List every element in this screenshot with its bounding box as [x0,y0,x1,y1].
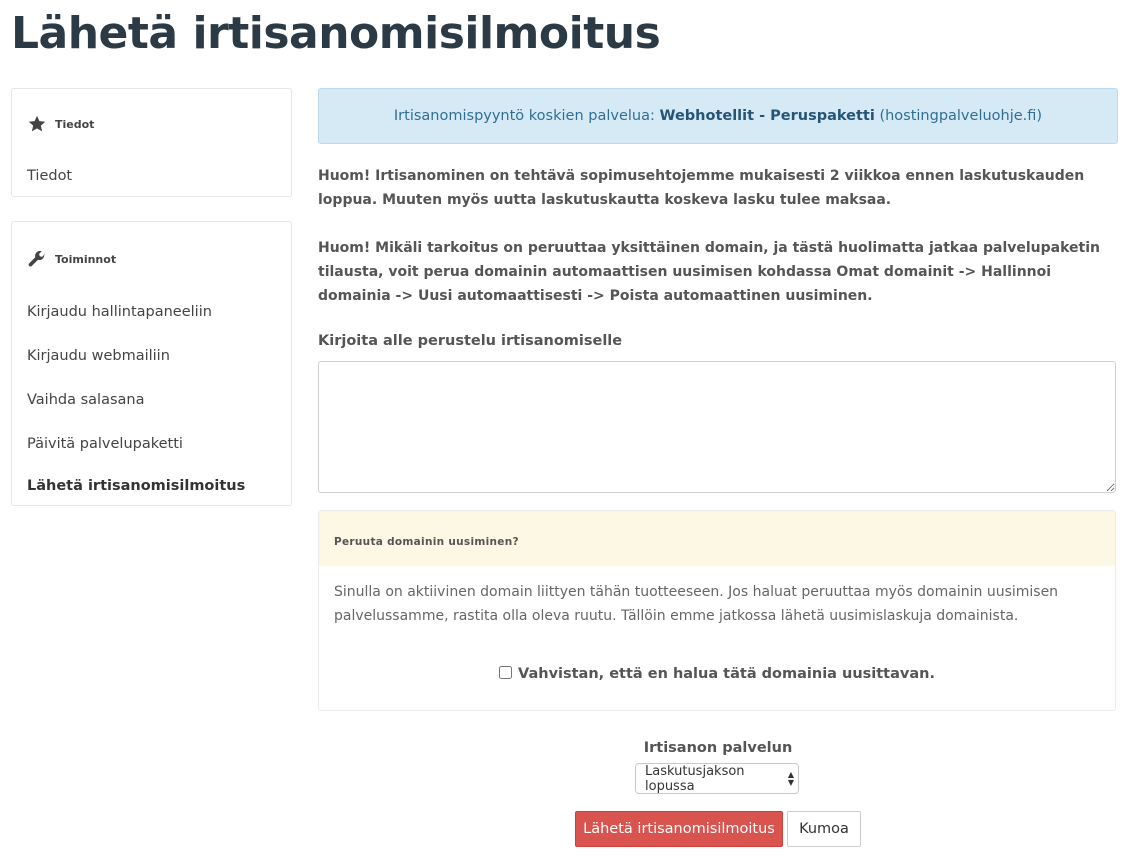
sidebar-item-tiedot[interactable] [12,157,291,195]
sidebar-panel-actions [11,221,292,506]
panel-heading-label: Tiedot [55,117,95,131]
sidebar-item-login-webmail[interactable] [12,336,291,380]
wrench-icon [27,249,47,269]
alert-prefix: Irtisanomispyyntö koskien palvelua: [393,108,655,124]
alert-product: Webhotellit - Peruspaketti [659,108,875,124]
panel-heading [12,222,291,292]
sidebar-item-login-panel[interactable] [12,292,291,336]
reason-textarea[interactable] [318,361,1116,493]
sidebar-item-change-password[interactable] [12,380,291,424]
cancel-type-select[interactable] [635,763,799,794]
select-arrows-icon: ▲ ▼ [787,770,794,787]
card-body-text: Sinulla on aktiivinen domain liittyen tähän tuotteeseen. Jos haluat peruuttaa myös domainin uusimisen palvelussamme, rastita olla oleva ruutu. Tällöin emme jatkossa lähetä uusimislaskuja domainista. [334,584,1059,624]
cancel-type-selected: Laskutusjakson lopussa [645,763,745,794]
sidebar-item-upgrade-package[interactable] [12,424,291,468]
sidebar-item-label: Kirjaudu hallintapaneeliin [27,304,212,320]
cancel-type-label: Irtisanon palvelun [643,740,793,756]
alert-domain: (hostingpalveluohje.fi) [879,108,1043,124]
sidebar-item-label: Lähetä irtisanomisilmoitus [27,478,246,494]
service-info-alert [318,88,1118,144]
card-title: Peruuta domainin uusiminen? [319,511,1115,566]
sidebar-item-label: Kirjaudu webmailiin [27,348,170,364]
notice-billing-period: Huom! Irtisanominen on tehtävä sopimusehtojemme mukaisesti 2 viikkoa ennen laskutuskauden loppua. Muuten myös uutta laskutuskautta koskeva lasku tulee maksaa. [318,168,1085,208]
submit-cancellation-button[interactable]: Lähetä irtisanomisilmoitus [575,811,783,847]
sidebar-item-label: Päivitä palvelupaketti [27,436,183,452]
star-icon [27,114,47,134]
sidebar-panel-info [11,88,292,197]
confirm-checkbox-label: Vahvistan, että en halua tätä domainia uusittavan. [518,666,935,682]
sidebar-item-label: Tiedot [27,168,73,184]
page-title: Lähetä irtisanomisilmoitus [11,8,661,59]
notice-domain-renewal: Huom! Mikäli tarkoitus on peruuttaa yksittäinen domain, ja tästä huolimatta jatkaa palvelupaketin tilausta, voit perua domainin automaattisen uusimisen kohdassa Omat domainit -> Hallinnoi domainia -> Uusi automaattisesti -> Poista automaattinen uusiminen. [318,240,1100,304]
confirm-no-renewal-checkbox[interactable] [499,666,512,679]
sidebar-item-send-cancellation[interactable] [12,468,291,508]
panel-heading [12,89,291,157]
cancel-button[interactable]: Kumoa [787,811,861,847]
reason-label: Kirjoita alle perustelu irtisanomiselle [318,333,623,349]
panel-heading-label: Toiminnot [55,252,117,266]
confirm-checkbox-row[interactable] [319,666,1115,682]
domain-renewal-card [318,510,1116,711]
sidebar-item-label: Vaihda salasana [27,392,145,408]
